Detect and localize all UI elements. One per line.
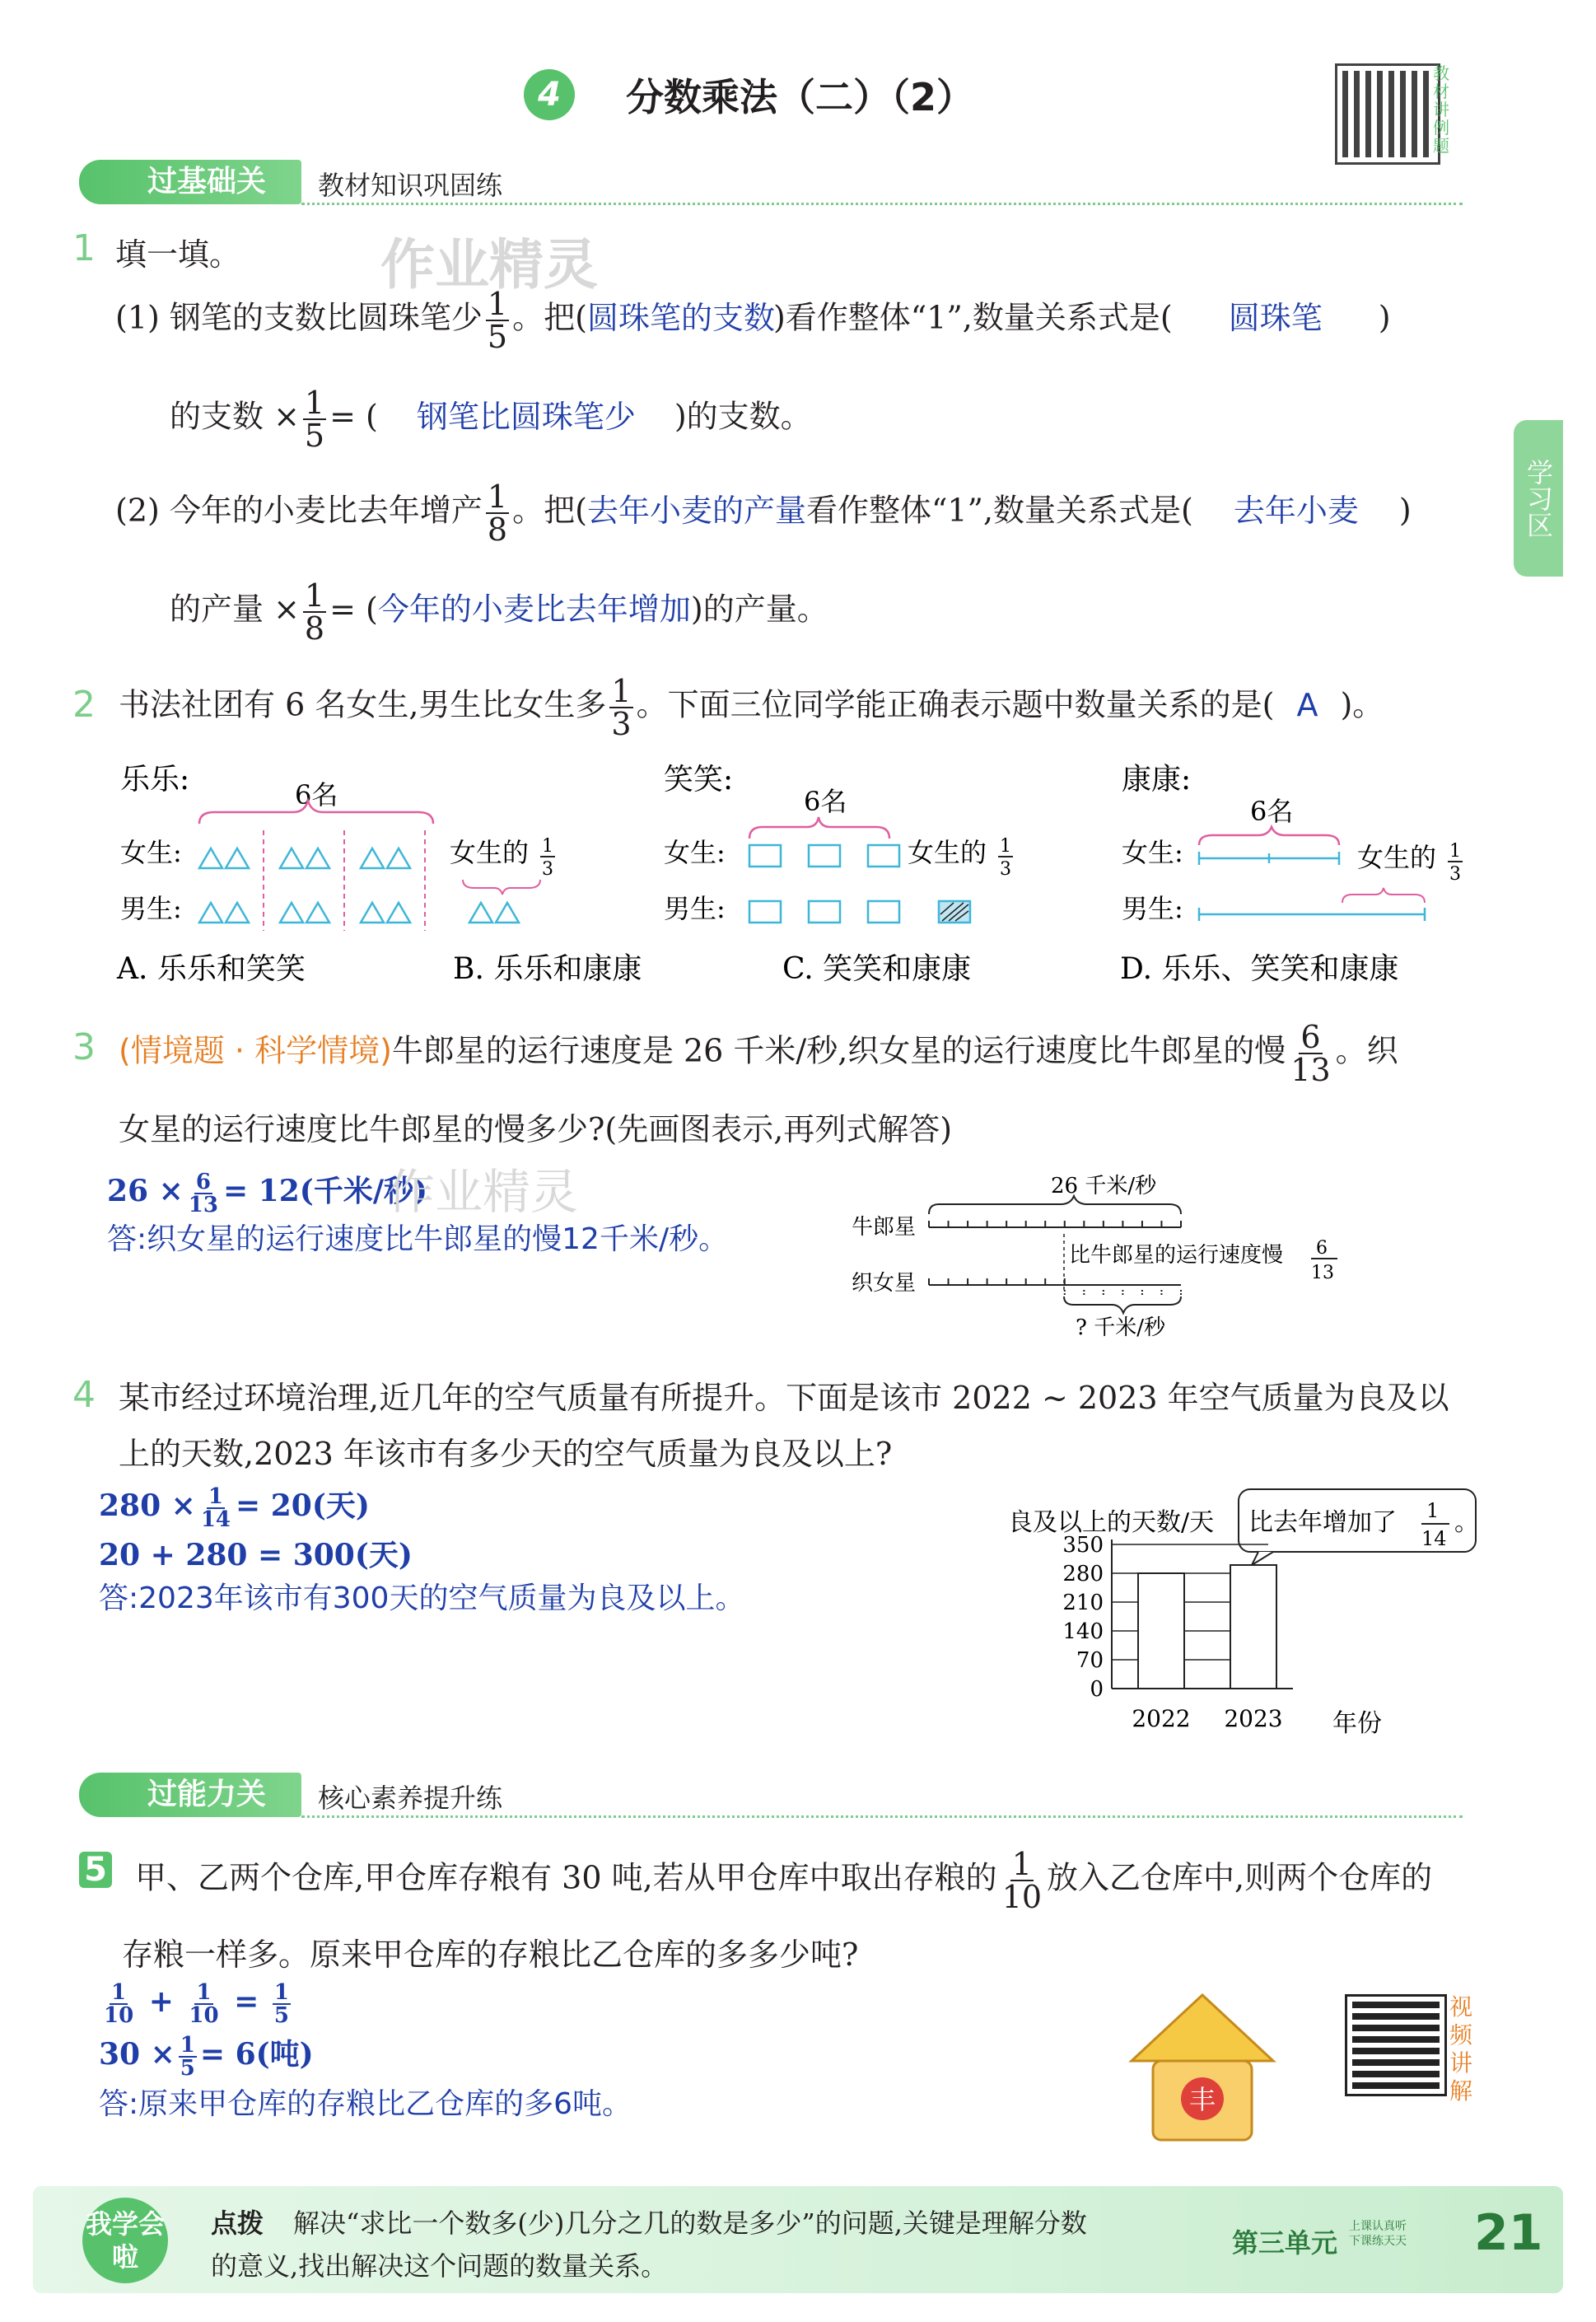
q2-option-c: C. 笑笑和康康 <box>782 952 972 986</box>
granary-icon <box>1120 1985 1285 2150</box>
q2-person-kangkang: 康康: <box>1122 763 1192 797</box>
q1-number: 1 <box>72 227 96 269</box>
q1-title: 填一填。 <box>115 236 241 273</box>
q2-kangkang-girl-label: 女生: <box>1122 837 1183 868</box>
q3-tag: (情境题 · 科学情境) <box>119 1032 392 1069</box>
svg-text:1: 1 <box>542 836 553 857</box>
q3-ticks-top <box>929 1221 1181 1227</box>
q2-option-b: B. 乐乐和康康 <box>453 952 642 986</box>
qr-code-icon[interactable] <box>1337 66 1438 162</box>
q5-number: 5 <box>79 1852 112 1888</box>
chart-bars <box>1138 1565 1276 1689</box>
q2-xiaoxiao-squares <box>749 845 899 923</box>
q2-lele-girl-frac-label: 女生的 <box>450 837 530 868</box>
chart-bar-2022 <box>1138 1573 1184 1689</box>
q4-work3[interactable]: 答:2023年该市有300天的空气质量为良及以上。 <box>99 1581 745 1615</box>
q3-star1: 牛郎星 <box>852 1215 917 1240</box>
chart-ytick-label: 140 <box>1062 1619 1104 1644</box>
chart-xtick-label: 2023 <box>1224 1705 1283 1732</box>
section-basic-subtitle: 教材知识巩固练 <box>318 170 503 201</box>
q4-number: 4 <box>72 1374 96 1416</box>
q2-person-xiaoxiao: 笑笑: <box>664 763 734 797</box>
q2-xiaoxiao-count: 6名 <box>804 786 847 817</box>
page-number: 21 <box>1474 2204 1543 2262</box>
q3-bottom-label: ? 千米/秒 <box>1076 1315 1165 1340</box>
q2-answer[interactable]: A <box>1296 686 1318 723</box>
section-advanced <box>79 1773 1479 1817</box>
q2-lele-count: 6名 <box>295 779 338 811</box>
chart-xticks <box>1132 1705 1282 1732</box>
chart-xlabel: 年份 <box>1332 1709 1382 1738</box>
q2-kangkang-count: 6名 <box>1250 796 1294 827</box>
footer-unit-small: 上课认真听 下课练天天 <box>1349 2220 1407 2248</box>
chart-ylabel: 良及以上的天数/天 <box>1008 1508 1215 1537</box>
q5-work2[interactable]: 30 × $\frac{1}{5}$ = 6(吨) <box>99 2033 314 2081</box>
section-advanced-subtitle: 核心素养提升练 <box>318 1782 503 1814</box>
svg-text:3: 3 <box>1000 859 1011 880</box>
q1-p1-answer3[interactable]: 钢笔比圆珠笔少 <box>416 398 636 435</box>
chart-ytick-label: 280 <box>1062 1562 1104 1586</box>
footer-tip-line1: 解决“求比一个数多(少)几分之几的数是多少”的问题,关键是理解分数 <box>293 2208 1087 2239</box>
q4-line1: 某市经过环境治理,近几年的空气质量有所提升。下面是该市 2022 ~ 2023 年空气质量为良及以 <box>119 1380 1449 1416</box>
q2-option-d: D. 乐乐、笑笑和康康 <box>1120 952 1399 986</box>
watermark: 作业精灵 <box>380 233 598 297</box>
section-advanced-label: 过能力关 <box>79 1773 301 1817</box>
svg-text:3: 3 <box>542 859 553 880</box>
q2-kangkang-girl-frac-label: 女生的 <box>1357 842 1437 873</box>
q3-work2[interactable]: 答:织女星的运行速度比牛郎星的慢12千米/秒。 <box>107 1222 729 1256</box>
q3-diagram <box>848 1168 1359 1341</box>
q2-lele-boy-label: 男生: <box>120 893 182 924</box>
q1-p1-answer1[interactable]: 圆珠笔的支数 <box>586 299 775 336</box>
q5-work3[interactable]: 答:原来甲仓库的存粮比乙仓库的多6吨。 <box>99 2087 632 2121</box>
chart-ytick-label: 210 <box>1062 1591 1104 1615</box>
q4-work2[interactable]: 20 + 280 = 300(天) <box>99 1538 413 1572</box>
q1-p2-answer1[interactable]: 去年小麦的产量 <box>586 492 806 529</box>
q2-xiaoxiao-boy-label: 男生: <box>664 893 726 924</box>
q5-line2: 存粮一样多。原来甲仓库的存粮比乙仓库的多多少吨? <box>122 1937 859 1973</box>
footer-unit: 第三单元 <box>1232 2227 1338 2259</box>
q2-number: 2 <box>72 684 96 726</box>
q1-p2-line2: 的产量 × $\frac{1}{8}$ = (今年的小麦比去年增加)的产量。 <box>170 577 828 647</box>
page-title: 分数乘法（二）（2） <box>626 75 975 119</box>
svg-text:1: 1 <box>1426 1499 1440 1522</box>
footer-tip-label: 点拨 <box>211 2208 264 2239</box>
section-basic <box>79 160 1479 204</box>
svg-text:13: 13 <box>1311 1263 1334 1283</box>
q5-work1[interactable]: $\frac{1}{10}$ + $\frac{1}{10}$ = $\frac{1}{5}$ <box>104 1980 289 2028</box>
lesson-badge: 4 <box>524 69 575 120</box>
q2-lele-girl-label: 女生: <box>120 837 182 868</box>
q3-star2: 织女星 <box>852 1271 917 1296</box>
q3-slower-label: 比牛郎星的运行速度慢 <box>1069 1243 1284 1268</box>
q1-p2-answer3[interactable]: 今年的小麦比去年增加 <box>377 591 691 628</box>
q2-xiaoxiao-girl-frac-label: 女生的 <box>908 837 987 868</box>
chart-yticks <box>1062 1533 1104 1702</box>
video-qr-caption: 视频讲解 <box>1449 1993 1473 2105</box>
svg-text:丰: 丰 <box>1189 2084 1216 2115</box>
svg-text:。: 。 <box>1454 1508 1479 1537</box>
q2-diagrams <box>107 756 1507 987</box>
chart-xtick-label: 2022 <box>1132 1705 1191 1732</box>
side-tab: 学习区 <box>1514 420 1563 577</box>
q3-ticks-bottom <box>929 1278 1181 1296</box>
chart-ytick-label: 350 <box>1062 1533 1104 1558</box>
q2-xiaoxiao-girl-label: 女生: <box>664 837 726 868</box>
chart-ytick-label: 0 <box>1090 1677 1104 1702</box>
chart-bar-2023 <box>1230 1565 1276 1689</box>
q1-p2-answer2[interactable]: 去年小麦 <box>1233 492 1359 529</box>
q3-line2: 女星的运行速度比牛郎星的慢多少?(先画图表示,再列式解答) <box>119 1111 953 1147</box>
q5-line1: 甲、乙两个仓库,甲仓库存粮有 30 吨,若从甲仓库中取出存粮的 $\frac{1}{10}$ 放入乙仓库中,则两个仓库的 <box>135 1846 1433 1915</box>
qr-caption: 教材讲例题 <box>1433 63 1449 156</box>
q2-option-a: A. 乐乐和笑笑 <box>117 952 306 986</box>
q3-work1[interactable]: 26 × $\frac{6}{13}$ = 12(千米/秒) <box>107 1170 427 1217</box>
q4-chart <box>996 1483 1491 1746</box>
q4-work1[interactable]: 280 × $\frac{1}{14}$ = 20(天) <box>99 1484 370 1532</box>
q2-text: 书法社团有 6 名女生,男生比女生多 $\frac{1}{3}$ 。下面三位同学能正确表示题中数量关系的是( A )。 <box>119 673 1384 742</box>
q3-diagram-top-label: 26 千米/秒 <box>1051 1174 1157 1198</box>
chart-ytick-label: 70 <box>1076 1648 1104 1673</box>
video-qr-icon[interactable] <box>1347 1997 1444 2094</box>
svg-text:1: 1 <box>1449 841 1461 862</box>
svg-text:1: 1 <box>1000 836 1011 857</box>
svg-text:14: 14 <box>1421 1527 1447 1550</box>
q3-number: 3 <box>72 1026 96 1068</box>
q2-person-lele: 乐乐: <box>120 763 190 797</box>
q3-line1: (情境题 · 科学情境)牛郎星的运行速度是 26 千米/秒,织女星的运行速度比牛郎星的慢 $\frac{6}{13}$ 。织 <box>119 1019 1398 1088</box>
q1-p2-line1: (2) 今年的小麦比去年增产 $\frac{1}{8}$ 。把(去年小麦的产量看作整体“1”,数量关系式是( 去年小麦 ) <box>115 479 1412 548</box>
q2-kangkang-boy-label: 男生: <box>1122 893 1183 924</box>
svg-text:6: 6 <box>1316 1238 1328 1259</box>
watermark-2: 作业精灵 <box>387 1164 579 1220</box>
q1-p1-line2: 的支数 × $\frac{1}{5}$ = ( 钢笔比圆珠笔少 )的支数。 <box>170 385 812 454</box>
q1-p1-answer2[interactable]: 圆珠笔 <box>1228 299 1323 336</box>
svg-text:3: 3 <box>1449 864 1461 885</box>
footer-badge: 我学会啦 <box>82 2198 168 2283</box>
q1-p1-line1: (1) 钢笔的支数比圆珠笔少 $\frac{1}{5}$ 。把(圆珠笔的支数)看作整体“1”,数量关系式是( 圆珠笔 ) <box>115 286 1391 355</box>
footer-tip-line2: 的意义,找出解决这个问题的数量关系。 <box>211 2250 668 2282</box>
chart-callout: 比去年增加了 <box>1248 1508 1397 1537</box>
q4-line2: 上的天数,2023 年该市有多少天的空气质量为良及以上? <box>119 1436 893 1472</box>
section-basic-label: 过基础关 <box>79 160 301 204</box>
